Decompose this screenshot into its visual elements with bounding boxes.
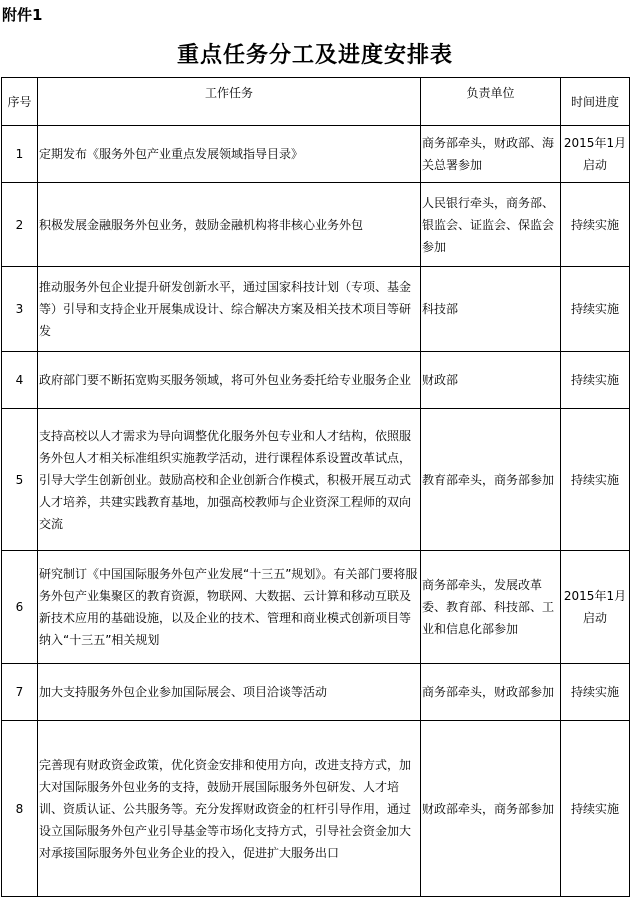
table-row	[2, 664, 630, 721]
row-seq: 2	[2, 183, 38, 267]
header-progress: 时间进度	[561, 78, 630, 126]
row-unit: 商务部牵头，财政部参加	[421, 664, 561, 721]
attachment-label: 附件1	[2, 6, 43, 24]
row-task: 积极发展金融服务外包业务，鼓励金融机构将非核心业务外包	[38, 183, 421, 267]
row-task: 研究制订《中国国际服务外包产业发展“十三五”规划》。有关部门要将服务外包产业集聚区的教育资源，物联网、大数据、云计算和移动互联及新技术应用的基础设施，以及企业的技术、管理和商业模式创新项目等纳入“十三五”相关规划	[38, 551, 421, 664]
row-seq: 8	[2, 721, 38, 897]
table-header-row	[2, 78, 630, 126]
row-unit: 商务部牵头，发展改革委、教育部、科技部、工业和信息化部参加	[421, 551, 561, 664]
row-task: 完善现有财政资金政策，优化资金安排和使用方向，改进支持方式，加大对国际服务外包业务的支持，鼓励开展国际服务外包研发、人才培训、资质认证、公共服务等。充分发挥财政资金的杠杆引导作用，通过设立国际服务外包产业引导基金等市场化支持方式，引导社会资金加大对承接国际服务外包业务企业的投入，促进扩大服务出口	[38, 721, 421, 897]
row-progress: 持续实施	[561, 721, 630, 897]
row-seq: 1	[2, 126, 38, 183]
table-row	[2, 409, 630, 551]
row-task: 加大支持服务外包企业参加国际展会、项目洽谈等活动	[38, 664, 421, 721]
table-row	[2, 352, 630, 409]
header-unit: 负责单位	[421, 78, 561, 126]
row-seq: 4	[2, 352, 38, 409]
row-progress: 2015年1月启动	[561, 126, 630, 183]
header-seq: 序号	[2, 78, 38, 126]
table-row	[2, 721, 630, 897]
row-progress: 持续实施	[561, 352, 630, 409]
row-progress: 2015年1月启动	[561, 551, 630, 664]
row-progress: 持续实施	[561, 267, 630, 352]
row-unit: 财政部	[421, 352, 561, 409]
row-seq: 3	[2, 267, 38, 352]
page-title: 重点任务分工及进度安排表	[176, 42, 453, 68]
table-row	[2, 183, 630, 267]
row-seq: 7	[2, 664, 38, 721]
header-task: 工作任务	[38, 78, 421, 126]
table-row	[2, 126, 630, 183]
row-seq: 5	[2, 409, 38, 551]
row-unit: 商务部牵头，财政部、海关总署参加	[421, 126, 561, 183]
row-progress: 持续实施	[561, 409, 630, 551]
row-unit: 教育部牵头，商务部参加	[421, 409, 561, 551]
row-progress: 持续实施	[561, 664, 630, 721]
table-row	[2, 551, 630, 664]
row-task: 定期发布《服务外包产业重点发展领域指导目录》	[38, 126, 421, 183]
table-row	[2, 267, 630, 352]
row-task: 支持高校以人才需求为导向调整优化服务外包专业和人才结构，依照服务外包人才相关标准组织实施教学活动，进行课程体系设置改革试点，引导大学生创新创业。鼓励高校和企业创新合作模式，积极开展互动式人才培养，共建实践教育基地，加强高校教师与企业资深工程师的双向交流	[38, 409, 421, 551]
row-task: 推动服务外包企业提升研发创新水平，通过国家科技计划（专项、基金等）引导和支持企业开展集成设计、综合解决方案及相关技术项目等研发	[38, 267, 421, 352]
row-progress: 持续实施	[561, 183, 630, 267]
row-unit: 科技部	[421, 267, 561, 352]
task-table	[1, 77, 630, 897]
row-seq: 6	[2, 551, 38, 664]
row-unit: 财政部牵头，商务部参加	[421, 721, 561, 897]
row-unit: 人民银行牵头，商务部、银监会、证监会、保监会参加	[421, 183, 561, 267]
row-task: 政府部门要不断拓宽购买服务领域，将可外包业务委托给专业服务企业	[38, 352, 421, 409]
